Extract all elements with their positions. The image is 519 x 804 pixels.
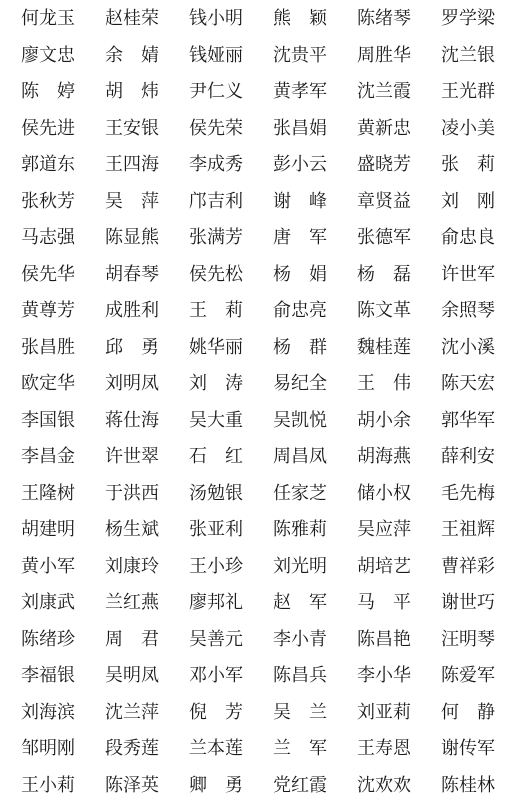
name-cell: 汪明琴 <box>441 622 519 659</box>
name-cell: 余照琴 <box>441 293 519 330</box>
name-cell: 李小青 <box>273 622 357 659</box>
name-cell: 赵桂荣 <box>105 1 189 38</box>
name-cell: 沈欢欢 <box>357 768 441 804</box>
name-cell: 李福银 <box>21 658 105 695</box>
name-cell: 熊颖 <box>273 1 357 38</box>
name-cell: 陈文革 <box>357 293 441 330</box>
name-cell: 谢传军 <box>441 731 519 768</box>
name-cell: 王莉 <box>189 293 273 330</box>
name-cell: 何龙玉 <box>21 1 105 38</box>
name-cell: 赵军 <box>273 585 357 622</box>
name-cell: 廖文忠 <box>21 38 105 75</box>
name-cell: 张德军 <box>357 220 441 257</box>
name-cell: 杨磊 <box>357 257 441 294</box>
name-cell: 余婧 <box>105 38 189 75</box>
name-cell: 杨群 <box>273 330 357 367</box>
name-cell: 吴凯悦 <box>273 403 357 440</box>
name-cell: 谢世巧 <box>441 585 519 622</box>
name-cell: 刘康玲 <box>105 549 189 586</box>
name-cell: 陈昌兵 <box>273 658 357 695</box>
name-cell: 张昌娟 <box>273 111 357 148</box>
name-cell: 黄新忠 <box>357 111 441 148</box>
name-grid <box>21 1 519 804</box>
name-cell: 邝吉利 <box>189 184 273 221</box>
name-cell: 张亚利 <box>189 512 273 549</box>
name-cell: 陈爱军 <box>441 658 519 695</box>
name-cell: 盛晓芳 <box>357 147 441 184</box>
name-cell: 侯先进 <box>21 111 105 148</box>
name-cell: 黄尊芳 <box>21 293 105 330</box>
name-cell: 王小珍 <box>189 549 273 586</box>
name-cell: 廖邦礼 <box>189 585 273 622</box>
name-cell: 何静 <box>441 695 519 732</box>
name-cell: 陈绪琴 <box>357 1 441 38</box>
name-cell: 周昌凤 <box>273 439 357 476</box>
name-cell: 王光群 <box>441 74 519 111</box>
name-cell: 李成秀 <box>189 147 273 184</box>
name-cell: 杨生斌 <box>105 512 189 549</box>
name-cell: 刘涛 <box>189 366 273 403</box>
name-cell: 胡培艺 <box>357 549 441 586</box>
name-cell: 刘海滨 <box>21 695 105 732</box>
name-cell: 张莉 <box>441 147 519 184</box>
name-cell: 成胜利 <box>105 293 189 330</box>
name-cell: 任家芝 <box>273 476 357 513</box>
name-cell: 钱娅丽 <box>189 38 273 75</box>
name-cell: 刘明凤 <box>105 366 189 403</box>
name-cell: 谢峰 <box>273 184 357 221</box>
name-cell: 俞忠亮 <box>273 293 357 330</box>
name-cell: 刘亚莉 <box>357 695 441 732</box>
name-cell: 沈兰霞 <box>357 74 441 111</box>
name-cell: 毛先梅 <box>441 476 519 513</box>
name-cell: 倪芳 <box>189 695 273 732</box>
name-cell: 郭华军 <box>441 403 519 440</box>
name-cell: 吴兰 <box>273 695 357 732</box>
name-cell: 马志强 <box>21 220 105 257</box>
name-cell: 彭小云 <box>273 147 357 184</box>
name-cell: 刘康武 <box>21 585 105 622</box>
name-cell: 吴萍 <box>105 184 189 221</box>
name-cell: 郭道东 <box>21 147 105 184</box>
name-cell: 侯先华 <box>21 257 105 294</box>
name-cell: 魏桂莲 <box>357 330 441 367</box>
name-cell: 邹明刚 <box>21 731 105 768</box>
name-cell: 胡春琴 <box>105 257 189 294</box>
name-cell: 邓小军 <box>189 658 273 695</box>
name-cell: 黄小军 <box>21 549 105 586</box>
name-cell: 侯先荣 <box>189 111 273 148</box>
name-cell: 姚华丽 <box>189 330 273 367</box>
name-cell: 罗学梁 <box>441 1 519 38</box>
name-cell: 兰本莲 <box>189 731 273 768</box>
name-cell: 张昌胜 <box>21 330 105 367</box>
name-cell: 俞忠良 <box>441 220 519 257</box>
name-cell: 李国银 <box>21 403 105 440</box>
name-cell: 王祖辉 <box>441 512 519 549</box>
name-cell: 陈天宏 <box>441 366 519 403</box>
name-cell: 许世翠 <box>105 439 189 476</box>
name-cell: 周君 <box>105 622 189 659</box>
name-cell: 薛利安 <box>441 439 519 476</box>
name-cell: 胡炜 <box>105 74 189 111</box>
name-cell: 王小莉 <box>21 768 105 804</box>
name-cell: 侯先松 <box>189 257 273 294</box>
name-cell: 许世军 <box>441 257 519 294</box>
name-cell: 吴善元 <box>189 622 273 659</box>
name-cell: 周胜华 <box>357 38 441 75</box>
name-cell: 凌小美 <box>441 111 519 148</box>
name-cell: 王伟 <box>357 366 441 403</box>
name-cell: 王四海 <box>105 147 189 184</box>
name-cell: 刘光明 <box>273 549 357 586</box>
name-cell: 储小权 <box>357 476 441 513</box>
name-cell: 吴大重 <box>189 403 273 440</box>
name-cell: 于洪西 <box>105 476 189 513</box>
name-cell: 陈婷 <box>21 74 105 111</box>
name-cell: 兰军 <box>273 731 357 768</box>
name-cell: 汤勉银 <box>189 476 273 513</box>
name-cell: 章贤益 <box>357 184 441 221</box>
name-cell: 钱小明 <box>189 1 273 38</box>
name-cell: 段秀莲 <box>105 731 189 768</box>
name-cell: 张满芳 <box>189 220 273 257</box>
name-cell: 沈贵平 <box>273 38 357 75</box>
name-cell: 王隆树 <box>21 476 105 513</box>
name-cell: 沈兰银 <box>441 38 519 75</box>
name-cell: 陈显熊 <box>105 220 189 257</box>
name-cell: 卿勇 <box>189 768 273 804</box>
name-cell: 胡小余 <box>357 403 441 440</box>
name-cell: 党红霞 <box>273 768 357 804</box>
name-cell: 沈小溪 <box>441 330 519 367</box>
name-cell: 邱勇 <box>105 330 189 367</box>
name-cell: 胡建明 <box>21 512 105 549</box>
name-cell: 张秋芳 <box>21 184 105 221</box>
name-cell: 李小华 <box>357 658 441 695</box>
name-cell: 陈泽英 <box>105 768 189 804</box>
name-cell: 陈绪珍 <box>21 622 105 659</box>
name-cell: 胡海燕 <box>357 439 441 476</box>
name-cell: 蒋仕海 <box>105 403 189 440</box>
name-cell: 吴应萍 <box>357 512 441 549</box>
name-cell: 尹仁义 <box>189 74 273 111</box>
name-cell: 易纪全 <box>273 366 357 403</box>
name-cell: 王寿恩 <box>357 731 441 768</box>
name-cell: 马平 <box>357 585 441 622</box>
name-cell: 欧定华 <box>21 366 105 403</box>
name-cell: 兰红燕 <box>105 585 189 622</box>
name-cell: 黄孝军 <box>273 74 357 111</box>
name-cell: 吴明凤 <box>105 658 189 695</box>
name-cell: 沈兰萍 <box>105 695 189 732</box>
name-cell: 唐军 <box>273 220 357 257</box>
name-cell: 刘刚 <box>441 184 519 221</box>
name-cell: 王安银 <box>105 111 189 148</box>
name-cell: 曹祥彩 <box>441 549 519 586</box>
name-cell: 杨娟 <box>273 257 357 294</box>
name-cell: 陈昌艳 <box>357 622 441 659</box>
name-cell: 李昌金 <box>21 439 105 476</box>
name-cell: 石红 <box>189 439 273 476</box>
name-cell: 陈雅莉 <box>273 512 357 549</box>
name-cell: 陈桂林 <box>441 768 519 804</box>
